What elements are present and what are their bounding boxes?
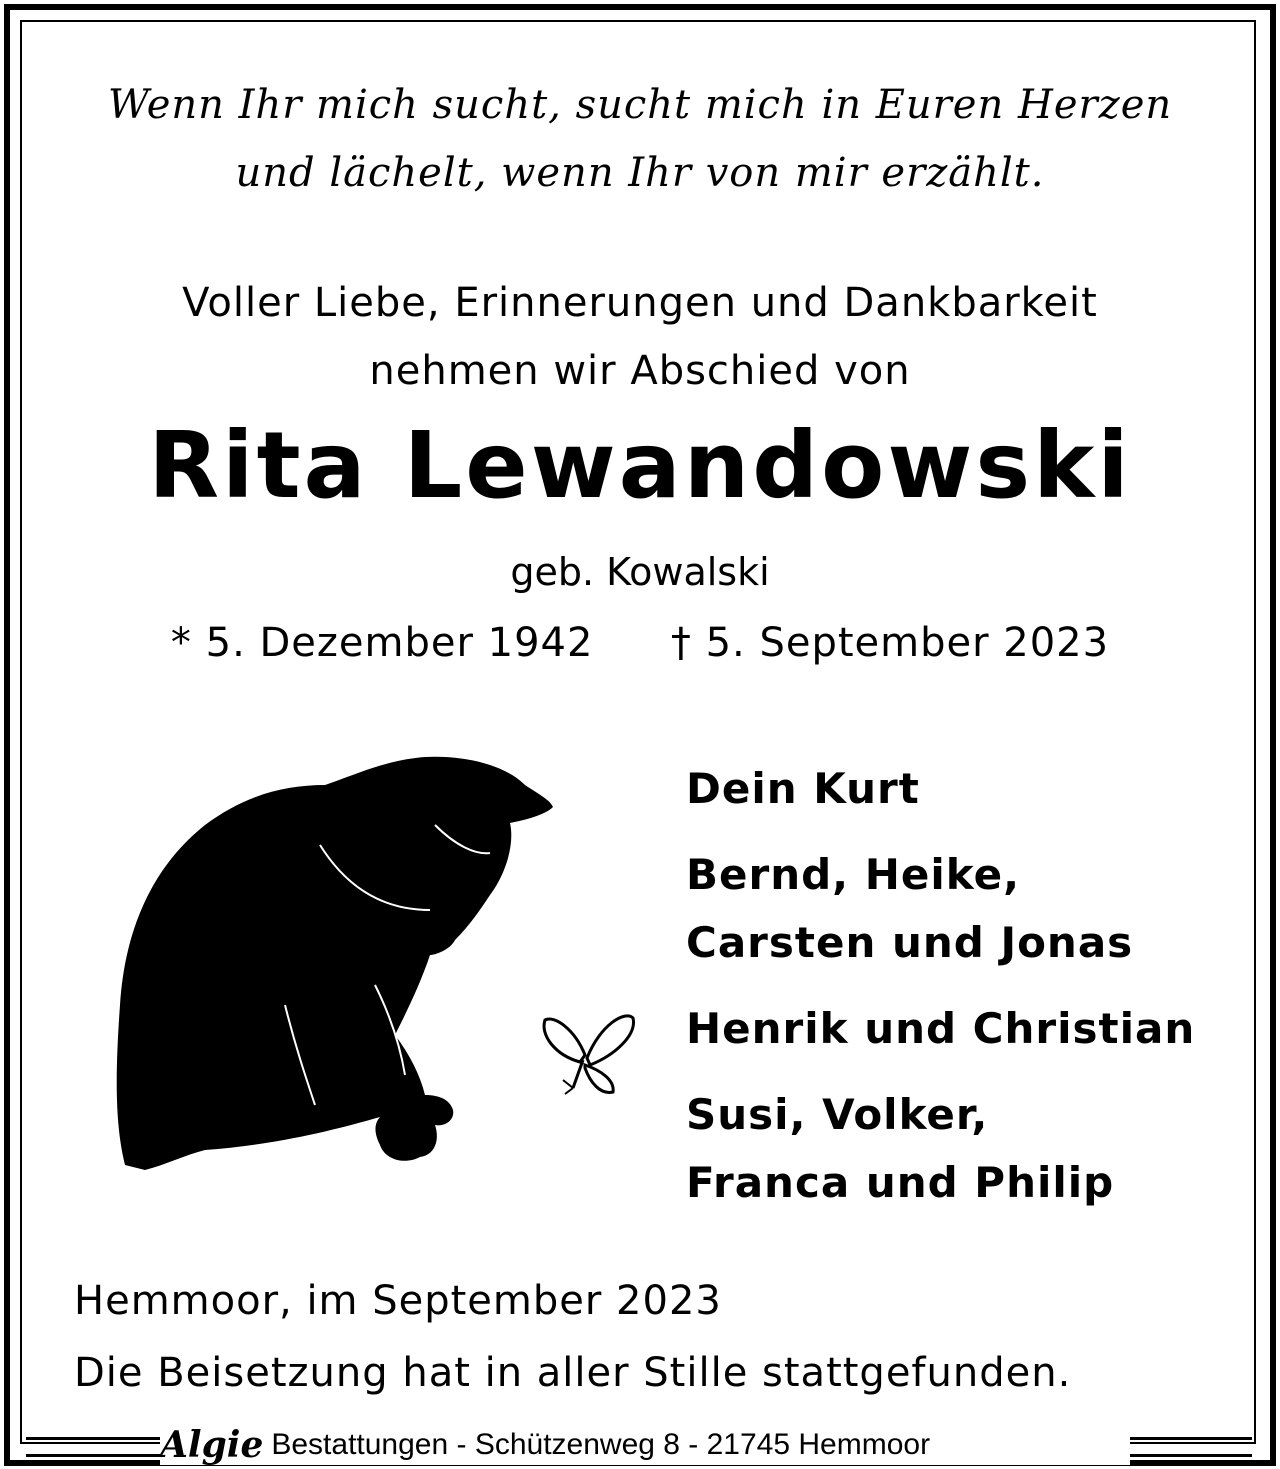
survivor-line: Carsten und Jonas <box>686 918 1134 967</box>
survivor-group <box>686 841 1195 977</box>
maiden-name: geb. Kowalski <box>510 550 770 594</box>
birth-date: * 5. Dezember 1942 <box>170 620 594 666</box>
footer-rule-right <box>1112 1437 1252 1457</box>
survivor-line: Franca und Philip <box>686 1158 1115 1207</box>
cat-silhouette-icon <box>117 757 553 1170</box>
survivors-list <box>686 755 1195 1235</box>
funeral-home-logo: Algie <box>160 1424 264 1466</box>
survivor-line: Dein Kurt <box>686 764 920 813</box>
memorial-illustration <box>105 745 645 1185</box>
quote-line-2: und lächelt, wenn Ihr von mir erzählt. <box>235 150 1045 196</box>
survivor-group <box>686 1081 1195 1217</box>
butterfly-icon <box>544 1016 633 1094</box>
intro-line-1: Voller Liebe, Erinnerungen und Dankbarkeit <box>182 280 1098 326</box>
survivor-line: Bernd, Heike, <box>686 850 1021 899</box>
survivor-group <box>686 995 1195 1063</box>
intro-line-2: nehmen wir Abschied von <box>369 348 911 394</box>
place-date: Hemmoor, im September 2023 <box>74 1278 722 1324</box>
death-date: † 5. September 2023 <box>670 620 1110 666</box>
life-dates <box>0 620 1280 666</box>
quote-line-1: Wenn Ihr mich sucht, sucht mich in Euren Herzen <box>107 82 1173 128</box>
survivor-group <box>686 755 1195 823</box>
survivor-line: Susi, Volker, <box>686 1090 989 1139</box>
deceased-name: Rita Lewandowski <box>148 412 1132 519</box>
footer-rule-left <box>26 1437 160 1457</box>
funeral-home-bar <box>160 1425 1130 1465</box>
funeral-home-address: Bestattungen - Schützenweg 8 - 21745 Hemmoor <box>271 1428 931 1461</box>
survivor-line: Henrik und Christian <box>686 1004 1196 1053</box>
burial-note: Die Beisetzung hat in aller Stille stattgefunden. <box>74 1350 1072 1396</box>
